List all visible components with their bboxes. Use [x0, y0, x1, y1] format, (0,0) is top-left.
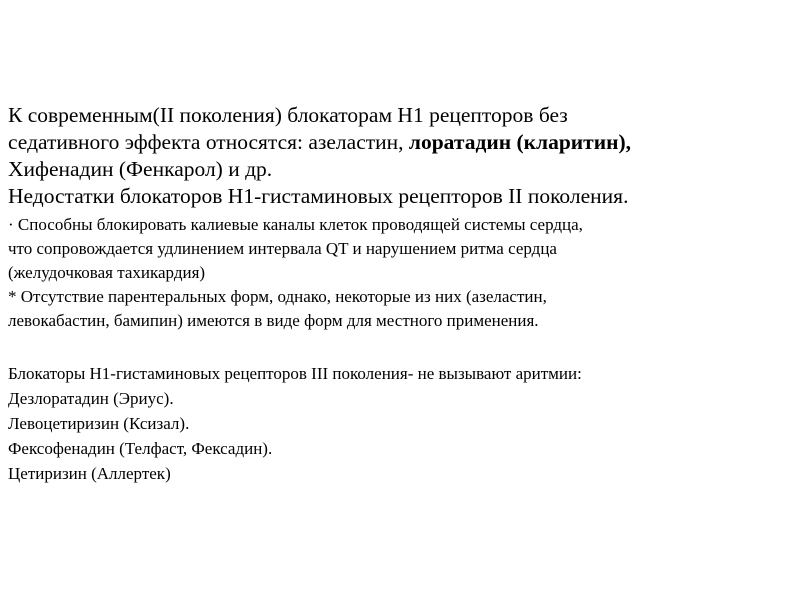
drawback1-line2: что сопровождается удлинением интервала QT и нарушением ритма сердца — [8, 239, 557, 258]
paragraph1-line2-plain: седативного эффекта относятся: азеластин, — [8, 130, 409, 154]
paragraph1-line2 — [8, 129, 631, 156]
drawback1-line3: (желудочковая тахикардия) — [8, 263, 206, 282]
third-generation-drug-3: Фексофенадин (Телфаст, Фексадин). — [8, 439, 273, 458]
paragraph1-line1: К современным(II поколения) блокаторам Н1 рецепторов без — [8, 103, 568, 127]
drawback1-line1: · Способны блокировать калиевые каналы клеток проводящей системы сердца, — [8, 215, 583, 234]
paragraph1-line3: Хифенадин (Фенкарол) и др. — [8, 157, 273, 181]
third-generation-drug-2: Левоцетиризин (Ксизал). — [8, 414, 190, 433]
third-generation-drug-4: Цетиризин (Аллертек) — [8, 464, 171, 483]
drawback2-line1: * Отсутствие парентеральных форм, однако, некоторые из них (азеластин, — [8, 287, 547, 306]
paragraph1-line2-bold: лоратадин (кларитин), — [408, 130, 632, 154]
third-generation-heading: Блокаторы Н1-гистаминовых рецепторов III поколения- не вызывают аритмии: — [8, 364, 582, 383]
drawbacks-heading: Недостатки блокаторов Н1-гистаминовых рецепторов II поколения. — [8, 184, 629, 208]
third-generation-drug-1: Дезлоратадин (Эриус). — [8, 389, 174, 408]
drawback2-line2: левокабастин, бамипин) имеются в виде форм для местного применения. — [8, 311, 539, 330]
